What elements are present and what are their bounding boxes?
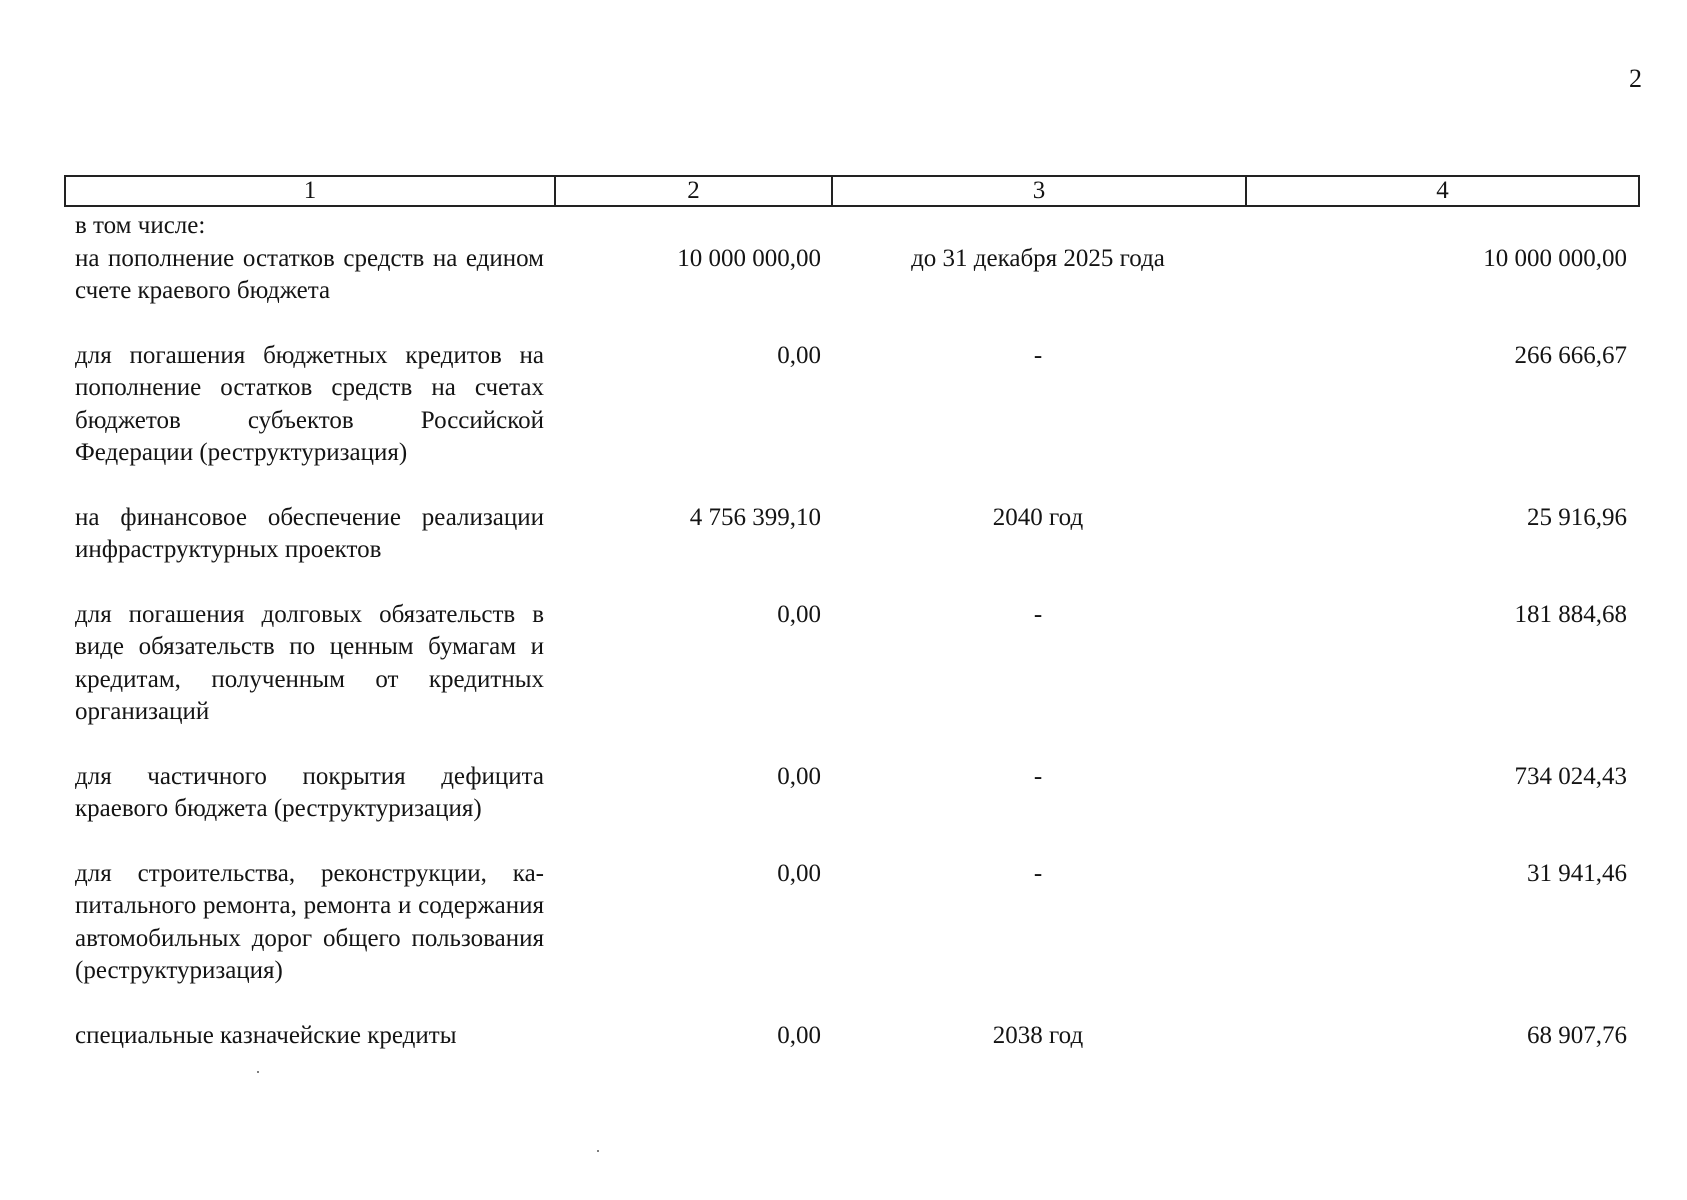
scan-speck — [257, 1071, 259, 1073]
row-label: для строительства, реконструкции, капитального ремонта, ремонта и содержания автомобильных дорог общего пользования (реструктуризация) — [75, 860, 544, 985]
row-amount: 0,00 — [777, 1022, 821, 1049]
row-term: - — [1033, 763, 1043, 790]
table-row — [64, 761, 1640, 826]
column-number-4: 4 — [1436, 177, 1449, 204]
scan-speck — [597, 1150, 599, 1152]
table-row — [64, 340, 1640, 470]
column-number-2: 2 — [556, 177, 833, 205]
row-label: специальные казначейские кредиты — [75, 1022, 457, 1049]
row-term: 2040 год — [992, 504, 1084, 531]
table-intro-text: в том числе: — [75, 212, 206, 239]
row-label: для частичного покрытия дефицита краевого бюджета (реструктуризация) — [75, 763, 544, 823]
row-value: 10 000 000,00 — [1483, 245, 1627, 272]
row-amount: 0,00 — [777, 342, 821, 369]
row-value: 25 916,96 — [1527, 504, 1627, 531]
row-amount: 10 000 000,00 — [677, 245, 821, 272]
row-value: 68 907,76 — [1527, 1022, 1627, 1049]
row-term: - — [1033, 342, 1043, 369]
row-label: для погашения бюджетных кредитов на пополнение остатков средств на счетах бюджетов субъектов Российской Федерации (реструктуризация) — [75, 342, 544, 467]
row-term: - — [1033, 860, 1043, 887]
row-value: 31 941,46 — [1527, 860, 1627, 887]
row-term: до 31 декабря 2025 года — [911, 245, 1165, 272]
table-header-row — [64, 175, 1640, 207]
row-amount: 0,00 — [777, 860, 821, 887]
row-label: на финансовое обеспечение реализации инфраструктурных проектов — [75, 504, 544, 564]
row-term: 2038 год — [992, 1022, 1084, 1049]
table-row — [64, 243, 1640, 308]
row-value: 266 666,67 — [1514, 342, 1627, 369]
table-row — [64, 502, 1640, 567]
row-label: для погашения долговых обязательств в виде обязательств по ценным бумагам и кредитам, полученным от кредитных организаций — [75, 601, 544, 726]
row-value: 181 884,68 — [1514, 601, 1627, 628]
table-row — [64, 599, 1640, 729]
page-number: 2 — [1629, 64, 1642, 93]
table-row — [64, 1020, 1640, 1052]
table-row — [64, 858, 1640, 988]
column-number-1: 1 — [66, 177, 556, 205]
column-number-3: 3 — [833, 177, 1247, 205]
row-term: - — [1033, 601, 1043, 628]
row-label: на пополнение остатков средств на едином счете краевого бюджета — [75, 245, 544, 305]
row-amount: 0,00 — [777, 601, 821, 628]
row-amount: 4 756 399,10 — [689, 504, 821, 531]
row-value: 734 024,43 — [1514, 763, 1627, 790]
row-amount: 0,00 — [777, 763, 821, 790]
